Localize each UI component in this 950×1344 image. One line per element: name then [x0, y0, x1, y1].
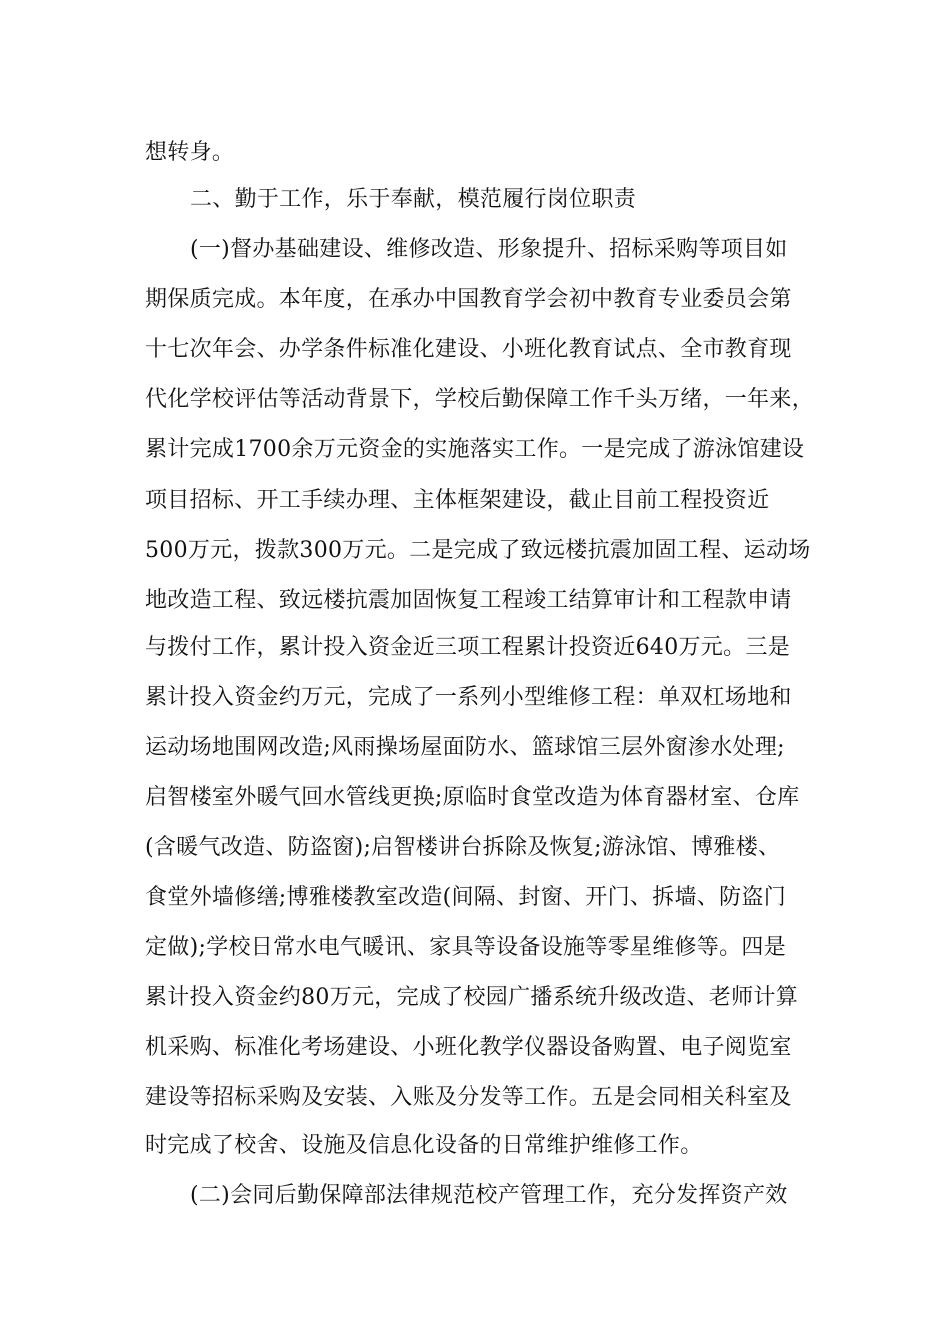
text-line: 运动场地围网改造;风雨操场屋面防水、篮球馆三层外窗渗水处理; — [145, 735, 785, 760]
text-line: (二)会同后勤保障部法律规范校产管理工作，充分发挥资产效 — [190, 1183, 788, 1208]
text-line: 累计完成1700余万元资金的实施落实工作。一是完成了游泳馆建设 — [145, 437, 805, 462]
text-line: 机采购、标准化考场建设、小班化教学仪器设备购置、电子阅览室 — [145, 1035, 792, 1060]
text-line: 与拨付工作，累计投入资金近三项工程累计投资近640万元。三是 — [145, 635, 790, 660]
text-line: (含暖气改造、防盗窗);启智楼讲台拆除及恢复;游泳馆、博雅楼、 — [145, 835, 781, 860]
text-line: 十七次年会、办学条件标准化建设、小班化教育试点、全市教育现 — [145, 337, 792, 362]
text-line: 项目招标、开工手续办理、主体框架建设，截止目前工程投资近 — [145, 488, 770, 513]
text-line: 代化学校评估等活动背景下，学校后勤保障工作千头万绪，一年来， — [145, 387, 815, 412]
text-line: 累计投入资金约万元，完成了一系列小型维修工程：单双杠场地和 — [145, 685, 792, 710]
text-line: 累计投入资金约80万元，完成了校园广播系统升级改造、老师计算 — [145, 985, 798, 1010]
section-heading: 二、勤于工作，乐于奉献，模范履行岗位职责 — [190, 187, 637, 212]
text-line: 启智楼室外暖气回水管线更换;原临时食堂改造为体育器材室、仓库 — [145, 785, 800, 810]
text-line: 期保质完成。本年度，在承办中国教育学会初中教育专业委员会第 — [145, 287, 792, 312]
text-line: 500万元，拨款300万元。二是完成了致远楼抗震加固工程、运动场 — [145, 538, 811, 563]
text-line: (一)督办基础建设、维修改造、形象提升、招标采购等项目如 — [190, 237, 788, 262]
text-line: 建设等招标采购及安装、入账及分发等工作。五是会同相关科室及 — [145, 1085, 792, 1110]
text-line: 地改造工程、致远楼抗震加固恢复工程竣工结算审计和工程款申请 — [145, 588, 792, 613]
text-line: 食堂外墙修缮;博雅楼教室改造(间隔、封窗、开门、拆墙、防盗门 — [145, 885, 786, 910]
text-line: 定做);学校日常水电气暖讯、家具等设备设施等零星维修等。四是 — [145, 935, 786, 960]
text-line: 想转身。 — [145, 140, 235, 165]
text-line: 时完成了校舍、设施及信息化设备的日常维护维修工作。 — [145, 1133, 703, 1158]
